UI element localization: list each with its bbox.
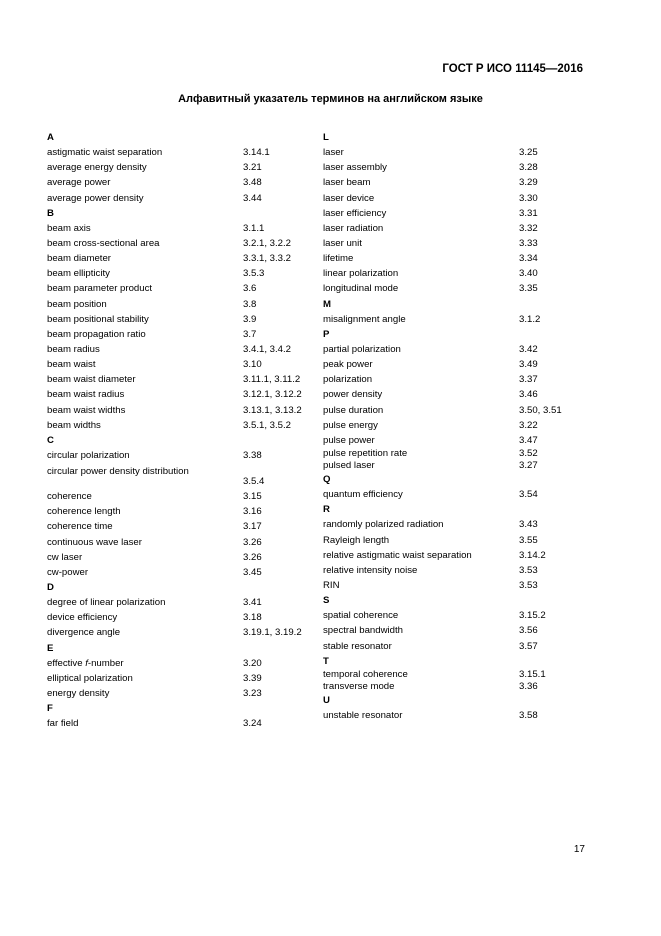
index-reference: 3.22 (519, 419, 538, 431)
index-letter-heading: R (323, 504, 330, 516)
index-column-left (47, 130, 315, 731)
index-reference: 3.20 (243, 657, 262, 669)
index-term: relative astigmatic waist separation (323, 549, 472, 561)
index-term: pulse repetition rate (323, 447, 408, 459)
index-term: spectral bandwidth (323, 625, 403, 637)
index-entry (47, 297, 315, 312)
index-entry (323, 578, 603, 593)
index-entry (47, 535, 315, 550)
index-reference: 3.15.1 (519, 668, 546, 680)
index-entry (47, 610, 315, 625)
index-term: device efficiency (47, 612, 118, 624)
index-term: laser unit (323, 237, 362, 249)
index-term: beam parameter product (47, 283, 153, 295)
index-reference: 3.17 (243, 521, 262, 533)
index-reference: 3.42 (519, 343, 538, 355)
index-entry (323, 206, 603, 221)
index-entry (47, 418, 315, 433)
index-term: unstable resonator (323, 709, 403, 721)
index-entry (47, 357, 315, 372)
index-column-right (323, 130, 603, 723)
index-term: coherence (47, 491, 92, 503)
index-letter-heading: A (47, 132, 54, 143)
index-reference: 3.35 (519, 283, 538, 295)
index-term: laser assembly (323, 162, 387, 174)
index-term: beam waist widths (47, 404, 126, 416)
index-reference: 3.5.3 (243, 268, 265, 280)
index-reference: 3.31 (519, 207, 538, 219)
index-term: coherence length (47, 506, 121, 518)
index-entry (47, 463, 315, 489)
index-entry (47, 504, 315, 519)
index-term: average power (47, 177, 111, 189)
index-term: laser beam (323, 177, 371, 189)
index-reference: 3.36 (519, 680, 538, 692)
index-term: spatial coherence (323, 610, 399, 622)
index-entry (323, 669, 603, 681)
index-entry (47, 145, 315, 160)
index-reference: 3.2.1, 3.2.2 (243, 237, 292, 249)
index-entry (47, 686, 315, 701)
index-entry (47, 312, 315, 327)
index-reference: 3.13.1, 3.13.2 (243, 404, 302, 416)
index-entry (47, 175, 315, 190)
index-term: beam diameter (47, 253, 111, 265)
index-term: power density (323, 389, 383, 401)
index-term: laser (323, 147, 344, 159)
index-entry (47, 236, 315, 251)
index-entry (323, 418, 603, 433)
index-term: far field (47, 718, 79, 730)
index-reference: 3.15.2 (519, 610, 546, 622)
index-reference: 3.1.1 (243, 222, 265, 234)
index-entry (323, 639, 603, 654)
index-term: relative intensity noise (323, 564, 418, 576)
index-term: transverse mode (323, 680, 395, 692)
index-reference: 3.37 (519, 374, 538, 386)
index-entry (47, 489, 315, 504)
index-reference: 3.15 (243, 491, 262, 503)
index-term: elliptical polarization (47, 672, 133, 684)
index-entry (47, 387, 315, 402)
index-term: average energy density (47, 162, 147, 174)
index-entry (323, 403, 603, 418)
index-letter-heading: L (323, 132, 329, 143)
index-reference: 3.26 (243, 551, 262, 563)
index-letter-heading: D (47, 581, 54, 593)
index-reference: 3.26 (243, 536, 262, 548)
index-letter-heading: U (323, 694, 330, 706)
index-term: pulse energy (323, 419, 378, 431)
index-reference: 3.53 (519, 564, 538, 576)
index-reference: 3.18 (243, 612, 262, 624)
index-letter-heading: M (323, 298, 331, 310)
index-entry (47, 448, 315, 463)
index-reference: 3.16 (243, 506, 262, 518)
index-term: beam widths (47, 419, 101, 431)
index-reference: 3.58 (519, 709, 538, 721)
index-reference: 3.57 (519, 640, 538, 652)
index-entry (323, 563, 603, 578)
index-term: RIN (323, 579, 340, 591)
index-entry (47, 550, 315, 565)
index-letter-heading: S (323, 595, 330, 607)
index-reference: 3.49 (519, 359, 538, 371)
index-letter-heading: Q (323, 473, 331, 485)
index-reference: 3.33 (519, 237, 538, 249)
index-term: beam propagation ratio (47, 328, 146, 340)
index-term: lifetime (323, 253, 354, 265)
index-entry (323, 448, 603, 460)
index-entry (47, 191, 315, 206)
index-entry (47, 671, 315, 686)
index-term: astigmatic waist separation (47, 147, 163, 159)
index-entry (47, 716, 315, 731)
index-term: continuous wave laser (47, 536, 142, 548)
index-term: linear polarization (323, 268, 399, 280)
index-reference: 3.21 (243, 162, 262, 174)
index-entry (323, 623, 603, 638)
index-entry (323, 487, 603, 502)
index-reference: 3.5.4 (243, 476, 265, 488)
index-term: Rayleigh length (323, 534, 390, 546)
index-reference: 3.45 (243, 566, 262, 578)
index-term: effective f-number (47, 657, 124, 669)
index-reference: 3.11.1, 3.11.2 (243, 374, 301, 386)
index-reference: 3.5.1, 3.5.2 (243, 419, 292, 431)
index-reference: 3.1.2 (519, 313, 541, 325)
index-entry (323, 460, 603, 472)
index-entry (323, 221, 603, 236)
index-letter-heading: B (47, 207, 54, 219)
index-entry (47, 342, 315, 357)
index-term: randomly polarized radiation (323, 519, 444, 531)
index-reference: 3.50, 3.51 (519, 404, 562, 416)
index-reference: 3.14.1 (243, 147, 270, 159)
index-reference: 3.34 (519, 253, 538, 265)
index-entry (47, 372, 315, 387)
index-reference: 3.43 (519, 519, 538, 531)
index-entry (47, 327, 315, 342)
index-entry (323, 251, 603, 266)
index-entry (323, 145, 603, 160)
index-entry (323, 357, 603, 372)
index-entry (323, 608, 603, 623)
index-letter-heading: T (323, 655, 329, 667)
index-entry (47, 221, 315, 236)
index-entry (323, 281, 603, 296)
page-title: Алфавитный указатель терминов на английском языке (178, 93, 483, 105)
index-entry (323, 533, 603, 548)
index-reference: 3.46 (519, 389, 538, 401)
index-term: divergence angle (47, 627, 121, 639)
index-term: quantum efficiency (323, 489, 403, 501)
index-reference: 3.27 (519, 459, 538, 471)
index-reference: 3.41 (243, 597, 262, 609)
index-entry (47, 160, 315, 175)
index-entry (323, 517, 603, 532)
index-term: beam radius (47, 343, 100, 355)
index-reference: 3.6 (243, 283, 257, 295)
index-reference: 3.19.1, 3.19.2 (243, 627, 302, 639)
index-term: beam axis (47, 222, 91, 234)
index-entry (323, 191, 603, 206)
index-entry (47, 656, 315, 671)
index-entry (323, 342, 603, 357)
index-entry (323, 312, 603, 327)
index-reference: 3.55 (519, 534, 538, 546)
index-entry (323, 175, 603, 190)
index-entry (47, 625, 315, 640)
index-term: beam waist radius (47, 389, 125, 401)
index-reference: 3.14.2 (519, 549, 546, 561)
index-entry (323, 708, 603, 723)
standard-header: ГОСТ Р ИСО 11145—2016 (442, 63, 583, 75)
index-term: longitudinal mode (323, 283, 399, 295)
index-reference: 3.38 (243, 449, 262, 461)
index-entry (323, 160, 603, 175)
index-entry (323, 548, 603, 563)
index-reference: 3.54 (519, 489, 538, 501)
index-term: laser device (323, 192, 375, 204)
index-term: circular power density distribution (47, 466, 189, 478)
index-letter-heading: C (47, 434, 54, 446)
index-entry (47, 565, 315, 580)
index-term: degree of linear polarization (47, 597, 166, 609)
index-term: polarization (323, 374, 373, 386)
index-term: average power density (47, 192, 144, 204)
index-reference: 3.9 (243, 313, 257, 325)
index-reference: 3.47 (519, 434, 538, 446)
index-term: beam cross-sectional area (47, 237, 160, 249)
index-reference: 3.39 (243, 672, 262, 684)
index-term: stable resonator (323, 640, 392, 652)
index-term: beam waist (47, 359, 96, 371)
index-reference: 3.25 (519, 147, 538, 159)
index-reference: 3.23 (243, 687, 262, 699)
index-term: beam ellipticity (47, 268, 110, 280)
index-term: beam waist diameter (47, 374, 136, 386)
index-entry (323, 681, 603, 693)
index-reference: 3.32 (519, 222, 538, 234)
index-reference: 3.53 (519, 579, 538, 591)
index-reference: 3.29 (519, 177, 538, 189)
page-number: 17 (573, 844, 585, 855)
index-entry (47, 403, 315, 418)
index-term: pulse duration (323, 404, 384, 416)
index-term: cw-power (47, 566, 89, 578)
index-letter-heading: P (323, 328, 330, 340)
index-reference: 3.10 (243, 359, 262, 371)
index-term: misalignment angle (323, 313, 406, 325)
index-letter-heading: E (47, 642, 54, 654)
index-entry (47, 281, 315, 296)
index-reference: 3.7 (243, 328, 257, 340)
index-entry (47, 595, 315, 610)
index-term: partial polarization (323, 343, 401, 355)
index-reference: 3.24 (243, 718, 262, 730)
index-entry (323, 387, 603, 402)
index-term: pulse power (323, 434, 375, 446)
index-term: energy density (47, 687, 110, 699)
index-letter-heading: F (47, 703, 53, 715)
index-reference: 3.44 (243, 192, 262, 204)
index-term: laser efficiency (323, 207, 387, 219)
index-entry (47, 519, 315, 534)
index-entry (323, 433, 603, 448)
index-term: peak power (323, 359, 373, 371)
index-term: beam positional stability (47, 313, 149, 325)
index-reference: 3.56 (519, 625, 538, 637)
index-reference: 3.52 (519, 447, 538, 459)
index-reference: 3.4.1, 3.4.2 (243, 343, 292, 355)
index-entry (323, 372, 603, 387)
index-reference: 3.28 (519, 162, 538, 174)
index-reference: 3.40 (519, 268, 538, 280)
index-term: temporal coherence (323, 668, 408, 680)
index-reference: 3.48 (243, 177, 262, 189)
index-term: circular polarization (47, 449, 130, 461)
index-entry (47, 251, 315, 266)
index-term: coherence time (47, 521, 113, 533)
index-term: beam position (47, 298, 107, 310)
index-entry (323, 266, 603, 281)
index-term: laser radiation (323, 222, 384, 234)
index-reference: 3.12.1, 3.12.2 (243, 389, 302, 401)
index-entry (323, 236, 603, 251)
index-entry (47, 266, 315, 281)
index-reference: 3.30 (519, 192, 538, 204)
index-reference: 3.8 (243, 298, 257, 310)
index-reference: 3.3.1, 3.3.2 (243, 253, 292, 265)
index-term: pulsed laser (323, 459, 375, 471)
index-term: cw laser (47, 551, 83, 563)
